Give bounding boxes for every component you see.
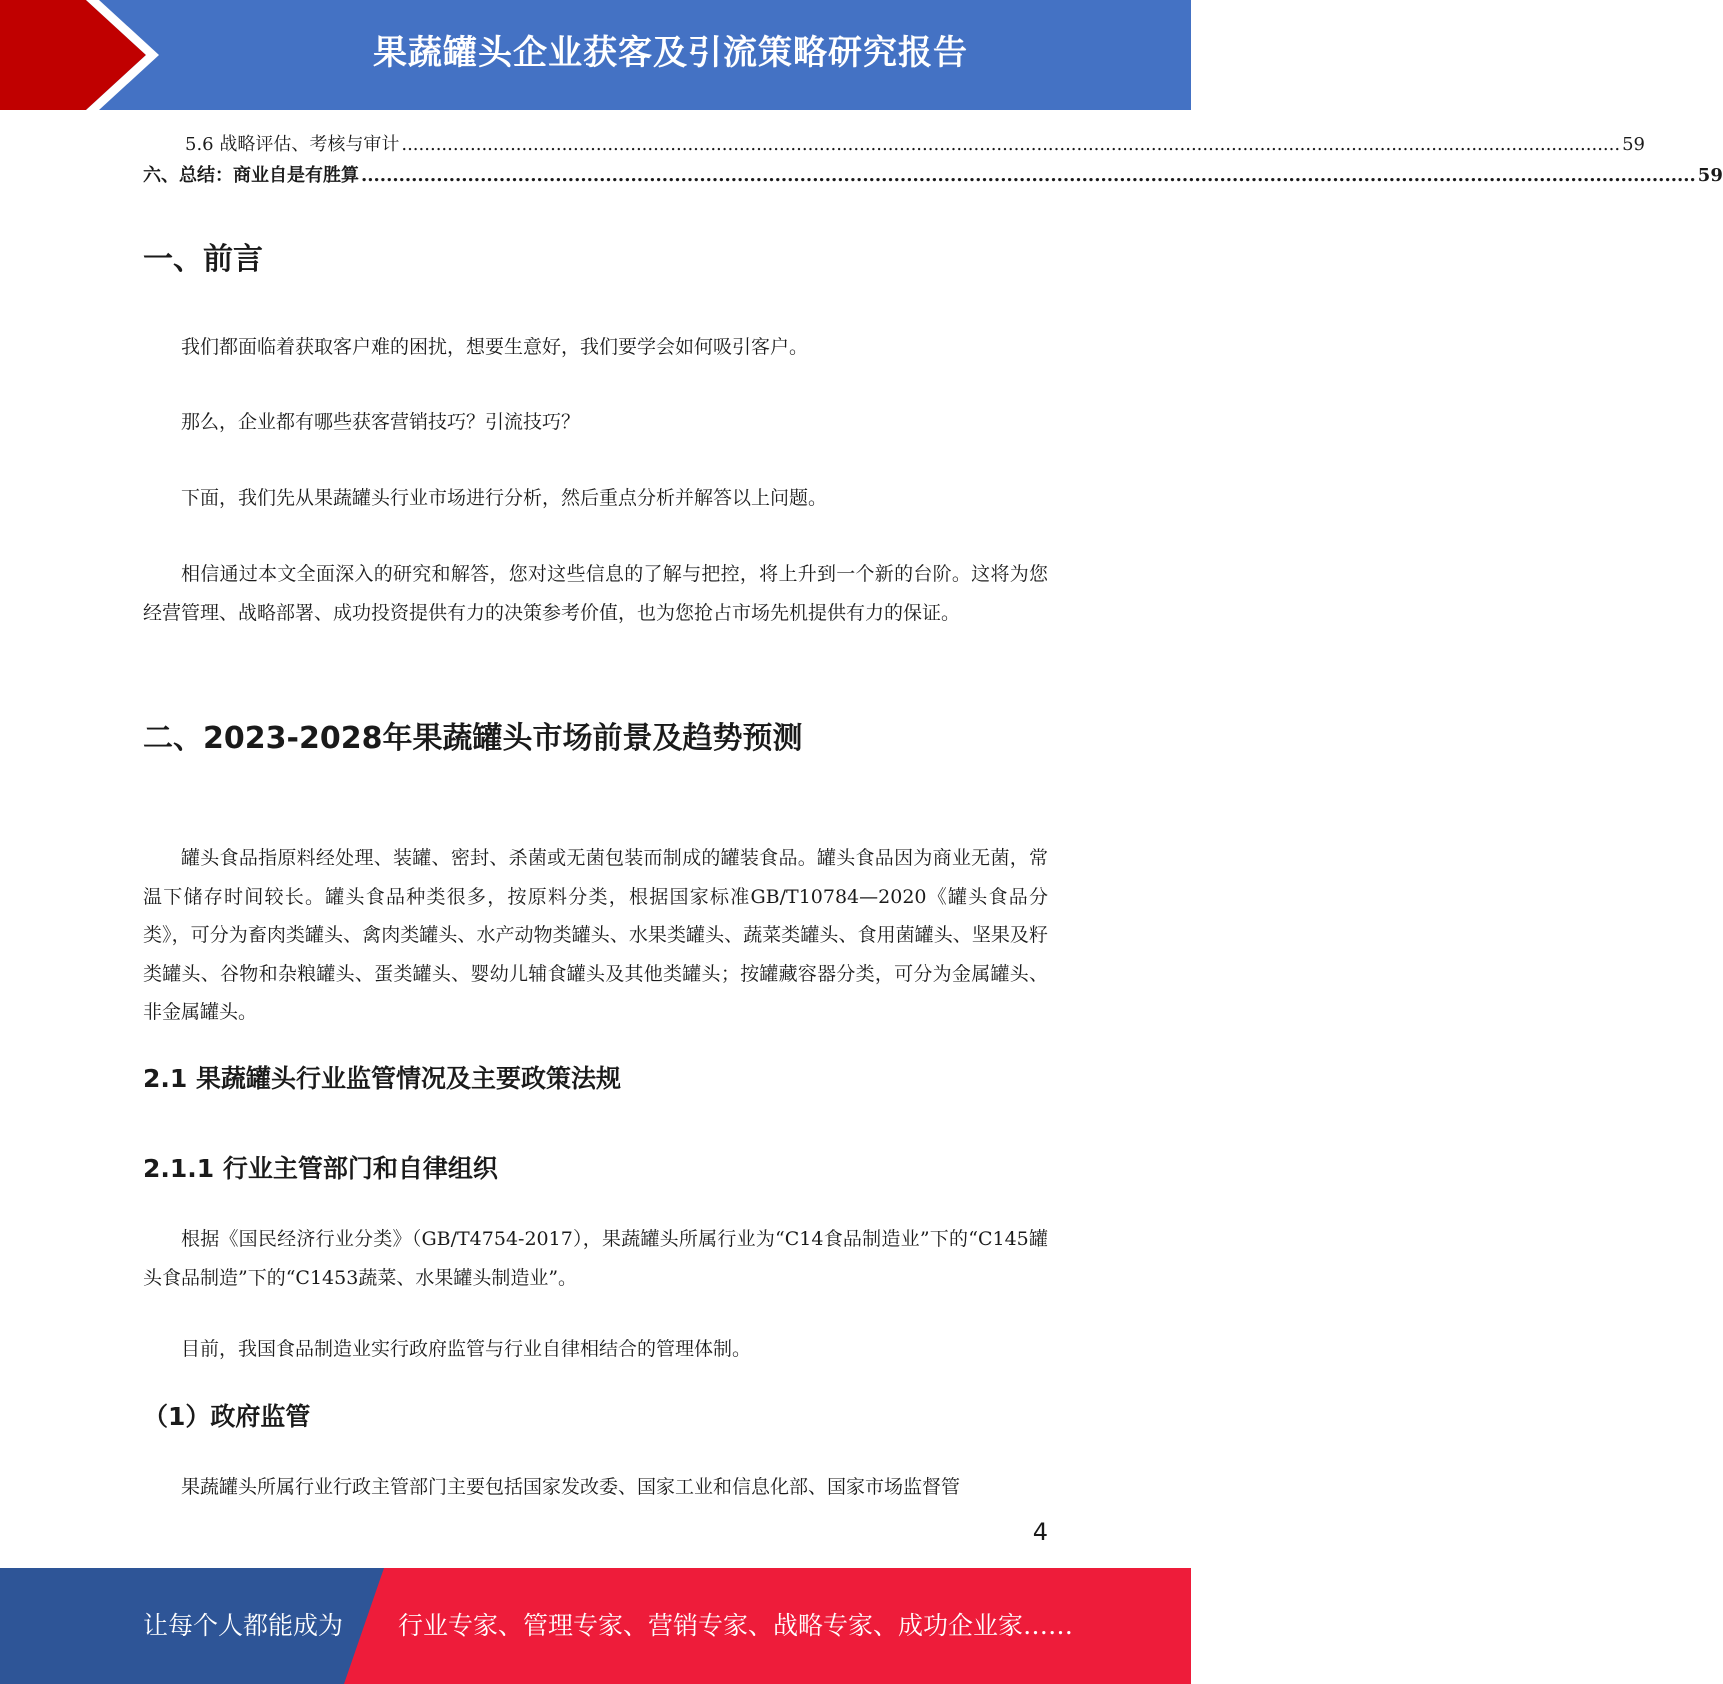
preface-paragraph: 下面，我们先从果蔬罐头行业市场进行分析，然后重点分析并解答以上问题。 [181,487,828,509]
toc-entry-title: 六、总结：商业自是有胜算 [143,165,359,186]
toc-leader-dots: ..................................................................................................................................................................................................................... [361,165,1696,186]
report-title: 果蔬罐头企业获客及引流策略研究报告 [373,33,968,73]
section-heading-preface: 一、前言 [143,242,263,277]
preface-paragraph: 相信通过本文全面深入的研究和解答，您对这些信息的了解与把控，将上升到一个新的台阶。这将为您经营管理、战略部署、成功投资提供有力的决策参考价值，也为您抢占市场先机提供有力的保证。 [143,563,1048,624]
footer-slogan-right: 行业专家、管理专家、营销专家、战略专家、成功企业家…… [398,1611,1074,1640]
section-heading-market: 二、2023-2028年果蔬罐头市场前景及趋势预测 [143,721,803,756]
government-paragraph: 果蔬罐头所属行业行政主管部门主要包括国家发改委、国家工业和信息化部、国家市场监督管 [181,1476,961,1498]
subsection-heading-2-1-1: 2.1.1 行业主管部门和自律组织 [143,1154,498,1183]
page-footer [0,1568,1191,1684]
page-header [0,0,1191,110]
footer-slogan-left: 让每个人都能成为 [143,1611,344,1640]
toc-entry-5-6[interactable] [143,130,1645,156]
subsection-heading-government: （1）政府监管 [143,1402,311,1431]
regulation-paragraph: 根据《国民经济行业分类》（GB/T4754-2017），果蔬罐头所属行业为“C14食品制造业”下的“C145罐头食品制造”下的“C1453蔬菜、水果罐头制造业”。 [143,1228,1048,1289]
toc-leader-dots: ..................................................................................................................................................................................................................... [401,134,1621,155]
toc-entry-page: 59 [1622,134,1645,155]
market-paragraph: 罐头食品指原料经处理、装罐、密封、杀菌或无菌包装而制成的罐装食品。罐头食品因为商业无菌，常温下储存时间较长。罐头食品种类很多，按原料分类，根据国家标准GB/T10784—2020《罐头食品分类》，可分为畜肉类罐头、禽肉类罐头、水产动物类罐头、水果类罐头、蔬菜类罐头、食用菌罐头、坚果及籽类罐头、谷物和杂粮罐头、蛋类罐头、婴幼儿辅食罐头及其他类罐头；按罐藏容器分类，可分为金属罐头、非金属罐头。 [143,847,1048,1023]
toc-entry-6[interactable] [143,161,1723,187]
page-number: 4 [1032,1518,1048,1546]
preface-paragraph: 我们都面临着获取客户难的困扰，想要生意好，我们要学会如何吸引客户。 [181,336,809,358]
preface-paragraph: 那么，企业都有哪些获客营销技巧？引流技巧？ [181,411,581,433]
toc-entry-page: 59 [1697,165,1723,186]
subsection-heading-2-1: 2.1 果蔬罐头行业监管情况及主要政策法规 [143,1064,621,1093]
toc-entry-title: 5.6 战略评估、考核与审计 [185,134,400,155]
regulation-paragraph: 目前，我国食品制造业实行政府监管与行业自律相结合的管理体制。 [181,1338,752,1360]
